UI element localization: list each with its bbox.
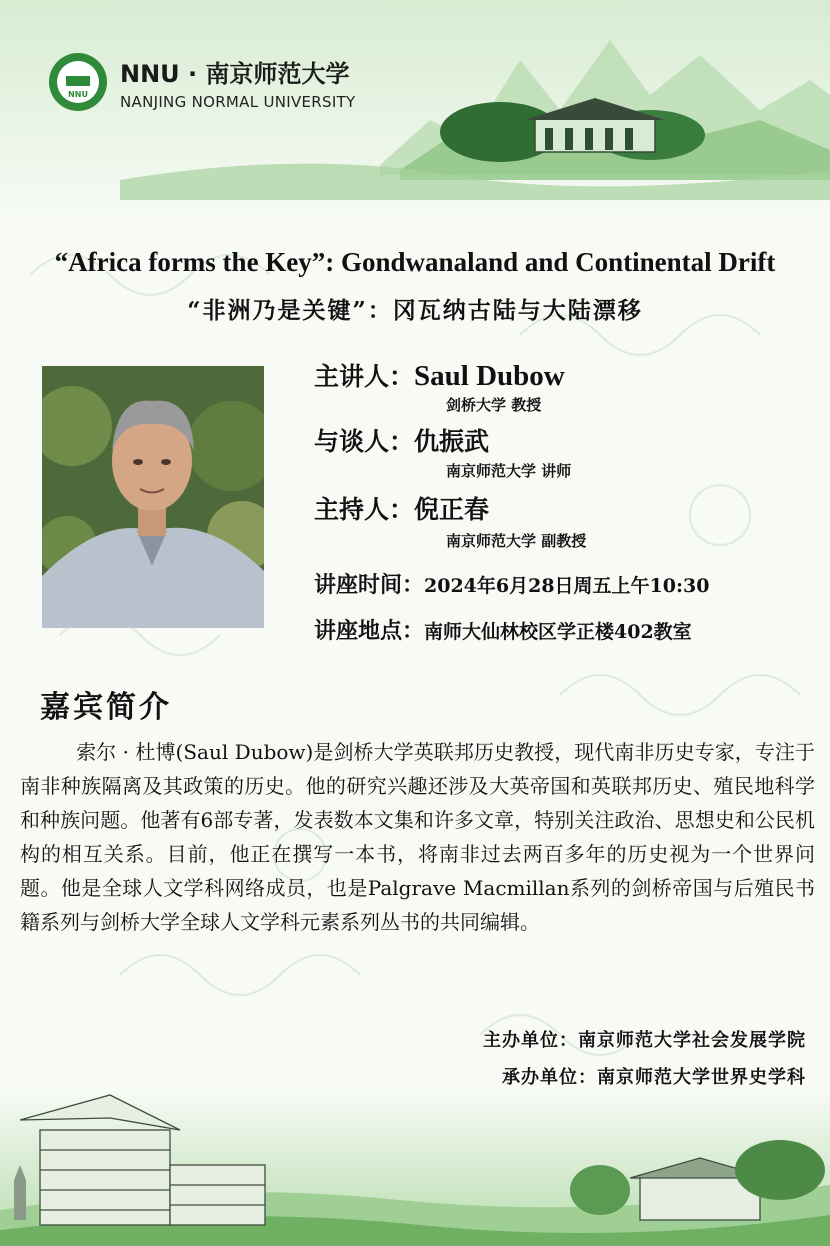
- university-name-en: NANJING NORMAL UNIVERSITY: [120, 92, 356, 111]
- bio-heading: 嘉宾简介: [40, 690, 172, 725]
- organizer-label: 承办单位：: [502, 1067, 597, 1088]
- host-label: 主持人：: [314, 495, 415, 524]
- organizer-line: [502, 1063, 806, 1089]
- lecture-title-zh: “非洲乃是关键”：冈瓦纳古陆与大陆漂移: [187, 297, 643, 324]
- speaker-name: Saul Dubow: [414, 360, 565, 392]
- speaker-label: 主讲人：: [314, 362, 415, 391]
- speaker-affiliation: 剑桥大学 教授: [446, 396, 542, 414]
- header-banner: [0, 0, 830, 220]
- sponsor-label: 主办单位：: [483, 1030, 578, 1051]
- university-name: NNU · 南京师范大学: [120, 59, 350, 88]
- place-value: 南师大仙林校区学正楼402教室: [424, 621, 692, 643]
- background-cloud-pattern: [0, 215, 830, 1095]
- host-affiliation: 南京师范大学 副教授: [446, 532, 587, 550]
- host-name: 倪正春: [414, 495, 490, 524]
- footer-campus-art: [0, 1090, 830, 1246]
- bio-text: 索尔 · 杜博(Saul Dubow)是剑桥大学英联邦历史教授，现代南非历史专家，专注于南非种族隔离及其政策的历史。他的研究兴趣还涉及大英帝国和英联邦历史、殖民地科学和种族问题。他著有6部专著，发表数本文集和许多文章，特别关注政治、思想史和公民机构的相互关系。目前，他正在撰写一本书，将南非过去两百多年的历史视为一个世界问题。他是全球人文学科网络成员，也是Palgrave Macmillan系列的剑桥帝国与后殖民书籍系列与剑桥大学全球人文学科元素系列丛书的共同编辑。: [20, 740, 815, 934]
- place-label: 讲座地点：: [314, 618, 425, 644]
- university-seal-icon: [48, 52, 108, 112]
- speaker-row: [314, 357, 565, 393]
- time-value: 2024年6月28日周五上午10:30: [424, 575, 710, 597]
- time-label: 讲座时间：: [314, 572, 425, 598]
- time-row: [314, 568, 709, 599]
- place-row: [314, 614, 692, 645]
- sponsor-value: 南京师范大学社会发展学院: [578, 1030, 806, 1051]
- host-row: [314, 490, 489, 526]
- discussant-row: [314, 422, 489, 458]
- svg-text:NNU: NNU: [68, 90, 88, 99]
- discussant-label: 与谈人：: [314, 427, 415, 456]
- discussant-name: 仇振武: [414, 427, 490, 456]
- organizer-value: 南京师范大学世界史学科: [597, 1067, 806, 1088]
- lecture-title-en: “Africa forms the Key”: Gondwanaland and Continental Drift: [54, 247, 776, 277]
- speaker-photo: [42, 366, 264, 628]
- discussant-affiliation: 南京师范大学 讲师: [446, 462, 572, 480]
- university-logo: [48, 52, 356, 112]
- sponsor-line: [483, 1026, 806, 1052]
